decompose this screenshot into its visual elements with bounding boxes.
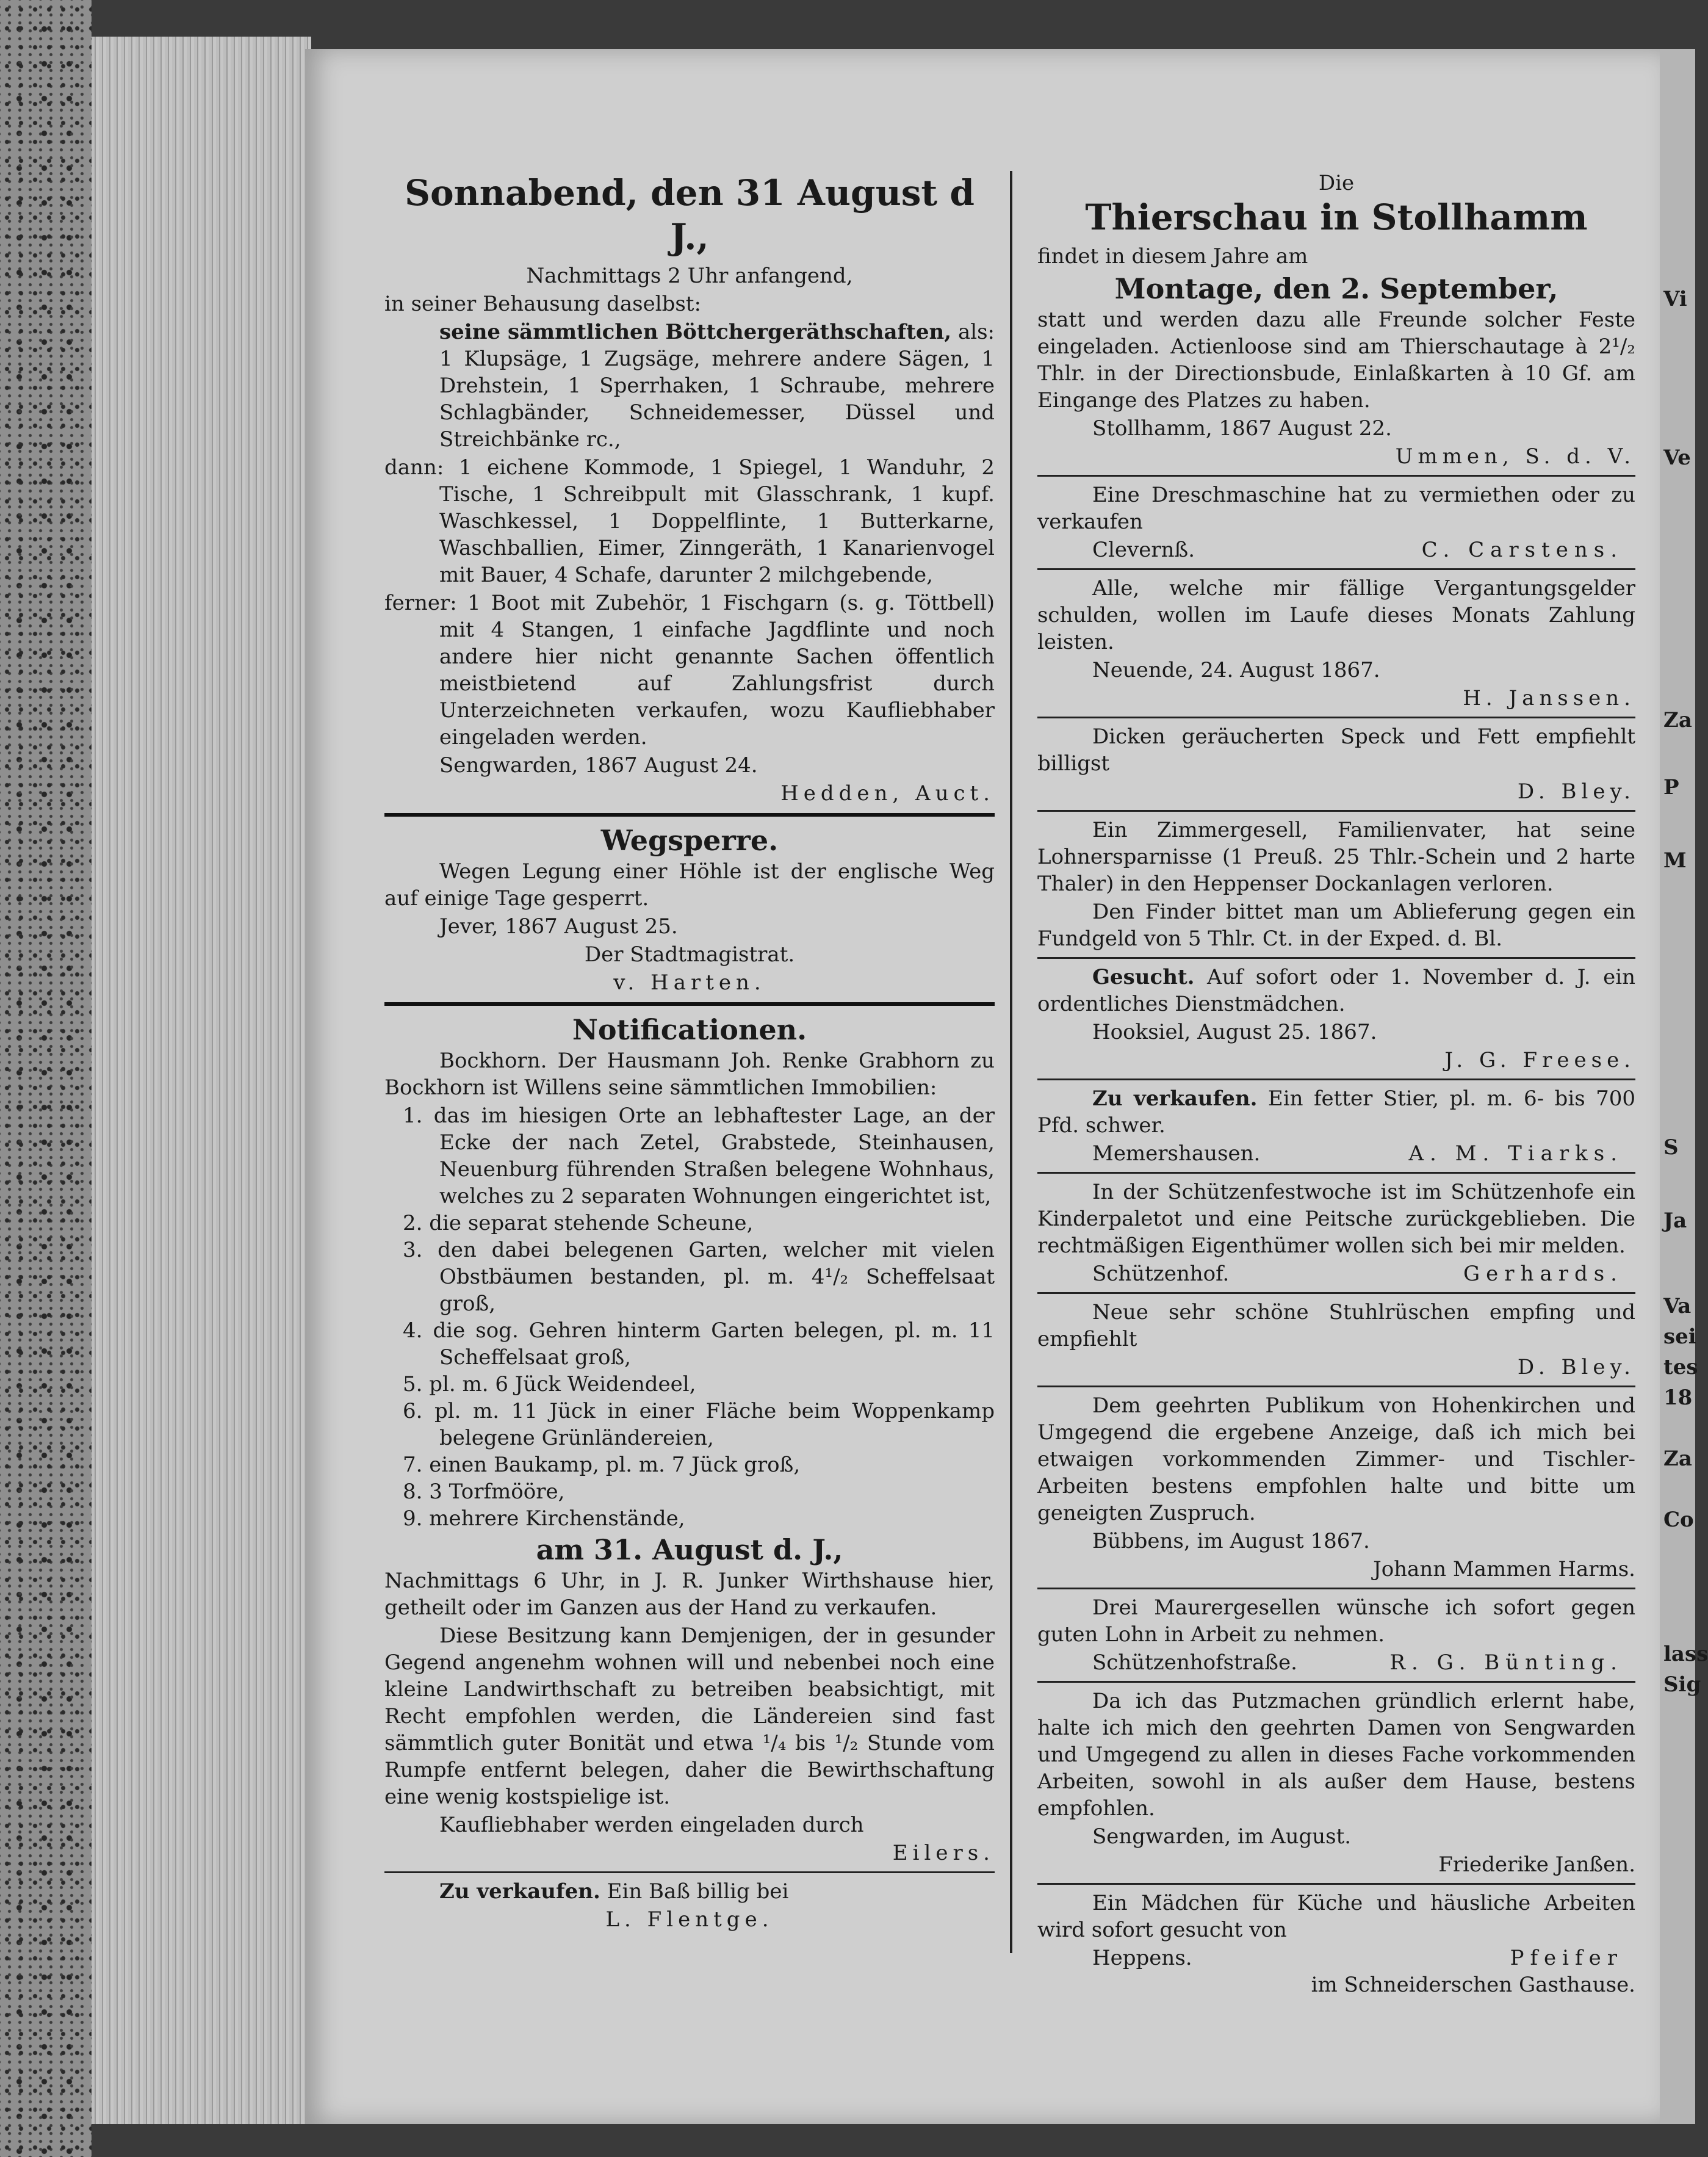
ad-body: Drei Maurergesellen wünsche ich sofort gegen guten Lohn in Arbeit zu nehmen. [1037,1595,1635,1647]
fragment: Sig [1663,1672,1701,1697]
ad-place-date: Neuende, 24. August 1867. [1092,658,1380,682]
sale-date-heading: am 31. August d. J., [536,1533,843,1566]
property-list [384,1102,995,1532]
ad-body: Dicken geräucherten Speck und Fett empfiehlt billigst [1037,724,1635,776]
divider [1037,475,1635,477]
vergantung-ad [1037,575,1635,712]
ad-label: Zu verkaufen. [439,1879,600,1904]
sale-ad-bass [384,1878,995,1933]
ad-place: Memershausen. [1092,1141,1261,1166]
ad-place: Schützenhofstraße. [1092,1650,1297,1675]
ad-signature: A. M. Tiarks. [1408,1141,1623,1166]
ad-signature: Pfeifer [1510,1946,1623,1970]
list-item: 7. einen Baukamp, pl. m. 7 Jück groß, [403,1453,801,1477]
list-item: 4. die sog. Gehren hinterm Garten belegen, pl. m. 11 Scheffelsaat groß, [403,1318,995,1370]
list-item: 5. pl. m. 6 Jück Weidendeel, [403,1372,696,1396]
ad-items-bold: seine sämmtlichen Böttchergeräthschaften, [439,320,952,344]
divider [384,813,995,817]
ad-heading: Thierschau in Stollhamm [1085,197,1588,238]
ad-place: in seiner Behausung daselbst: [384,292,701,316]
ad-place-date: Hooksiel, August 25. 1867. [1092,1020,1377,1044]
maurer-ad [1037,1594,1635,1676]
fragment: tes [1663,1355,1698,1379]
divider [1037,1386,1635,1387]
ad-signature: D. Bley. [1517,1355,1635,1379]
ad-signature: v. Harten. [613,970,766,995]
right-column [1037,171,1635,2000]
ad-body: Da ich das Putzmachen gründlich erlernt habe, halte ich mich den geehrten Damen von Sengwarden und Umgegend zu allen in dieses Fache vorkommenden Arbeiten, sowohl in als außer dem Hause, bestens empfohlen. [1037,1689,1635,1821]
ad-place: Heppens. [1092,1946,1192,1970]
ad-heading: Sonnabend, den 31 August d J., [405,172,975,258]
divider [1037,1681,1635,1683]
ad-intro: Bockhorn. Der Hausmann Joh. Renke Grabhorn zu Bockhorn ist Willens seine sämmtlichen Immobilien: [384,1049,995,1100]
ad-label: Zu verkaufen. [1092,1086,1258,1111]
stuhlrueschen-ad [1037,1299,1635,1381]
ad-signature: R. G. Bünting. [1389,1650,1623,1675]
ad-signature: H. Janssen. [1463,686,1635,710]
ad-signature: Gerhards. [1463,1262,1623,1286]
maedchen-ad [1037,1890,1635,1998]
left-column [384,171,995,1934]
divider [1037,957,1635,959]
divider [384,1871,995,1873]
list-item: 3. den dabei belegenen Garten, welcher mit vielen Obstbäumen bestanden, pl. m. 4¹/₂ Scheffelsaat groß, [403,1238,995,1316]
divider [1037,568,1635,570]
ad-signature-2: im Schneiderschen Gasthause. [1311,1973,1635,1997]
ad-place-date: Bübbens, im August 1867. [1092,1529,1370,1553]
lost-money-ad [1037,817,1635,952]
fragment: Va [1663,1294,1692,1318]
list-item: 1. das im hiesigen Orte an lebhaftester Lage, an der Ecke der nach Zetel, Grabstede, Steinhausen, Neuenburg führenden Straßen belegene Wohnhaus, welches zu 2 separaten Wohnungen eingerichtet ist, [403,1104,995,1209]
ad-body: Ein Baß billig bei [607,1879,789,1904]
list-item: 6. pl. m. 11 Jück in einer Fläche beim Woppenkamp belegene Grünländereien, [403,1399,995,1450]
ad-body: Wegen Legung einer Höhle ist der englische Weg auf einige Tage gesperrt. [384,859,995,911]
list-item: 8. 3 Torfmööre, [403,1480,565,1504]
ad-signature: Hedden, Auct. [780,781,995,806]
ad-body: Dem geehrten Publikum von Hohenkirchen und Umgegend die ergebene Anzeige, daß ich mich bei etwaigen vorkommenden Zimmer- und Tischler-Arbeiten bestens empfohlen halte und bitte um geneigten Zuspruch. [1037,1393,1635,1525]
divider [1037,717,1635,718]
ad-line: findet in diesem Jahre am [1037,244,1308,269]
ad-body-1: Ein Zimmergesell, Familienvater, hat seine Lohnersparnisse (1 Preuß. 25 Thlr.-Schein und 2 harte Thaler) in den Heppenser Dockanlagen verloren. [1037,818,1635,896]
divider [1037,1078,1635,1080]
notifications-ad [384,1012,995,1866]
ad-place-date: Sengwarden, 1867 August 24. [439,753,758,778]
tischler-ad [1037,1392,1635,1583]
list-item: 2. die separat stehende Scheune, [403,1211,754,1235]
ad-heading: Wegsperre. [600,824,779,857]
fragment: Co [1663,1508,1694,1532]
fragment: S [1663,1135,1679,1160]
ad-heading: Notificationen. [572,1013,807,1046]
list-item: 9. mehrere Kirchenstände, [403,1506,685,1531]
fragment: Za [1663,708,1692,732]
fragment: P [1663,775,1679,800]
ad-authority: Der Stadtmagistrat. [584,942,795,967]
ad-body: statt und werden dazu alle Freunde solcher Feste eingeladen. Actienloose sind am Thierschautage à 2¹/₂ Thlr. in der Directionsbude, Einlaßkarten à 10 Gf. am Eingange des Platzes zu haben. [1037,308,1635,413]
fragment: sei [1663,1324,1696,1349]
road-closure-ad [384,823,995,996]
ad-signature: C. Carstens. [1421,538,1623,562]
divider [1037,1883,1635,1885]
auction-ad-boettcher [384,171,995,807]
ad-signature: L. Flentge. [605,1907,774,1932]
ad-body: Eine Dreschmaschine hat zu vermiethen oder zu verkaufen [1037,483,1635,534]
ad-time: Nachmittags 2 Uhr anfangend, [526,264,853,288]
ad-body: Ein fetter Stier, pl. m. 6- bis 700 Pfd. schwer. [1037,1086,1635,1138]
book-page-edges [92,37,311,2124]
ad-body: Ein Mädchen für Küche und häusliche Arbeiten wird sofort gesucht von [1037,1891,1635,1942]
stier-ad [1037,1085,1635,1167]
ad-body-1: Nachmittags 6 Uhr, in J. R. Junker Wirthshause hier, getheilt oder im Ganzen aus der Hand zu verkaufen. [384,1569,995,1620]
ad-body-3: Kaufliebhaber werden eingeladen durch [439,1813,864,1837]
ad-body: Auf sofort oder 1. November d. J. ein ordentliches Dienstmädchen. [1037,965,1635,1016]
ad-place: Clevernß. [1092,538,1195,562]
book-edge-speckled [0,0,92,2157]
ad-body: Alle, welche mir fällige Vergantungsgelder schulden, wollen im Laufe dieses Monats Zahlung leisten. [1037,576,1635,654]
dreschmaschine-ad [1037,482,1635,563]
fragment: 18 [1663,1386,1693,1410]
divider [1037,1172,1635,1174]
ad-signature: J. G. Freese. [1444,1048,1635,1072]
ad-body-2: Den Finder bittet man um Ablieferung gegen ein Fundgeld von 5 Thlr. Ct. in der Exped. d. Bl. [1037,900,1635,951]
ad-signature: D. Bley. [1517,779,1635,804]
newspaper-page [305,49,1660,2124]
schuetzenhof-ad [1037,1179,1635,1287]
thierschau-ad [1037,171,1635,470]
ad-items-3: ferner: 1 Boot mit Zubehör, 1 Fischgarn (s. g. Töttbell) mit 4 Stangen, 1 einfache Jagdflinte und noch andere hier nicht genannte Sachen öffentlich meistbietend auf Zahlungsfrist durch Unterzeichneten verkaufen, wozu Kaufliebhaber eingeladen werden. [384,591,995,750]
ad-signature: Johann Mammen Harms. [1373,1557,1635,1581]
column-divider [1010,171,1012,1953]
divider [1037,1292,1635,1294]
gesucht-ad [1037,964,1635,1074]
ad-body: In der Schützenfestwoche ist im Schützenhofe ein Kinderpaletot und eine Peitsche zurückgeblieben. Die rechtmäßigen Eigenthümer wollen sich bei mir melden. [1037,1180,1635,1258]
ad-body-2: Diese Besitzung kann Demjenigen, der in gesunder Gegend angenehm wohnen will und nebenbei noch eine kleine Landwirthschaft zu betreiben beabsichtigt, mit Recht empfohlen werden, die Ländereien sind fast sämmtlich guter Bonität und etwa ¹/₄ bis ¹/₂ Stunde vom Rumpfe entfernt belegen, daher die Bewirthschaftung eine wenig kostspielige ist. [384,1624,995,1809]
fragment: Vi [1663,287,1687,311]
ad-place-date: Sengwarden, im August. [1092,1824,1352,1849]
divider [1037,810,1635,812]
ad-pre: Die [1318,171,1355,195]
next-page-strip [1660,49,1708,2124]
ad-signature: Eilers. [892,1841,995,1865]
ad-label: Gesucht. [1092,965,1195,989]
ad-signature: Ummen, S. d. V. [1395,444,1635,469]
fragment: Ja [1663,1209,1687,1233]
fragment: lass [1663,1642,1708,1666]
ad-date-heading: Montage, den 2. September, [1114,272,1558,305]
speck-ad [1037,723,1635,805]
fragment: Ve [1663,446,1691,470]
ad-items-2: dann: 1 eichene Kommode, 1 Spiegel, 1 Wanduhr, 2 Tische, 1 Schreibpult mit Glasschrank, 1 kupf. Waschkessel, 1 Doppelflinte, 1 Butterkarne, Waschballien, Eimer, Zinngeräth, 1 Kanarienvogel mit Bauer, 4 Schafe, darunter 2 milchgebende, [384,455,995,587]
ad-place-date: Stollhamm, 1867 August 22. [1092,416,1392,441]
fragment: M [1663,848,1687,873]
ad-place: Schützenhof. [1092,1262,1230,1286]
putzmachen-ad [1037,1688,1635,1878]
ad-place-date: Jever, 1867 August 25. [439,914,678,939]
divider [1037,1588,1635,1589]
ad-items: als: 1 Klupsäge, 1 Zugsäge, mehrere andere Sägen, 1 Drehstein, 1 Sperrhaken, 1 Schraube, mehrere Schlagbänder, Schneidemesser, Düssel und Streichbänke rc., [439,320,995,452]
ad-signature: Friederike Janßen. [1438,1852,1635,1877]
ad-body: Neue sehr schöne Stuhlrüschen empfing und empfiehlt [1037,1300,1635,1351]
divider [384,1002,995,1006]
fragment: Za [1663,1447,1692,1471]
